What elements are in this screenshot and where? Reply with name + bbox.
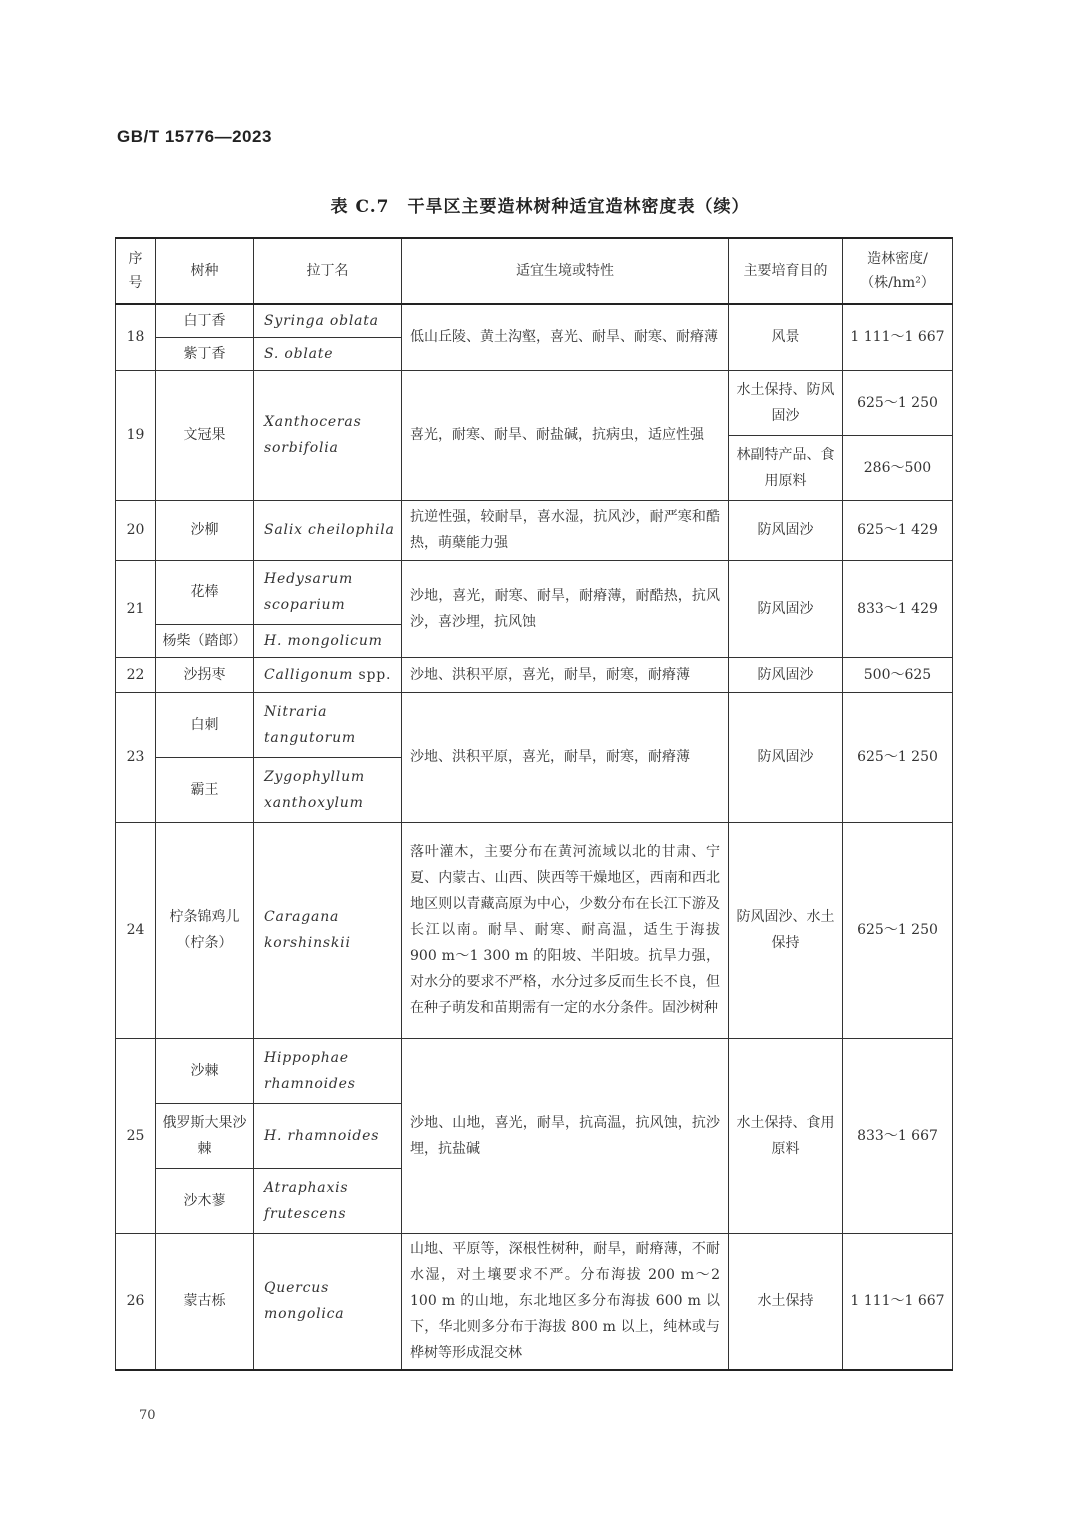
header-latin: 拉丁名 bbox=[254, 238, 402, 304]
table-row bbox=[116, 657, 953, 692]
habitat-cell: 落叶灌木，主要分布在黄河流域以北的甘肃、宁夏、内蒙古、山西、陕西等干燥地区，西南和西北地区则以青藏高原为中心，少数分布在长江下游及长江以南。耐旱、耐寒、耐高温，适生于海拔 900 m～1 300 m 的阳坡、半阳坡。抗旱力强，对水分的要求不严格，水分过多反而生长不良，但在种子萌发和苗期需有一定的水分条件。固沙树种 bbox=[402, 822, 729, 1038]
density-cell: 286～500 bbox=[843, 435, 953, 500]
habitat-cell: 低山丘陵、黄土沟壑，喜光、耐旱、耐寒、耐瘠薄 bbox=[402, 304, 729, 370]
latin-cell: Atraphaxis frutescens bbox=[254, 1168, 402, 1233]
table-row bbox=[116, 1233, 953, 1370]
row-no: 20 bbox=[116, 500, 156, 560]
density-cell: 833～1 429 bbox=[843, 560, 953, 657]
purpose-cell: 水土保持、食用原料 bbox=[729, 1038, 843, 1233]
latin-cell: H. mongolicum bbox=[254, 624, 402, 657]
table-title: 表 C.7 干旱区主要造林树种适宜造林密度表（续） bbox=[330, 197, 750, 217]
row-no: 24 bbox=[116, 822, 156, 1038]
purpose-cell: 防风固沙 bbox=[729, 657, 843, 692]
habitat-cell: 沙地，喜光，耐寒、耐旱，耐瘠薄，耐酷热，抗风沙，喜沙埋，抗风蚀 bbox=[402, 560, 729, 657]
species-cell: 沙棘 bbox=[156, 1038, 254, 1103]
density-cell: 625～1 250 bbox=[843, 370, 953, 435]
habitat-cell: 沙地、山地，喜光，耐旱，抗高温，抗风蚀，抗沙埋，抗盐碱 bbox=[402, 1038, 729, 1233]
density-cell: 500～625 bbox=[843, 657, 953, 692]
species-cell: 沙拐枣 bbox=[156, 657, 254, 692]
page-number: 70 bbox=[139, 1408, 156, 1423]
habitat-cell: 沙地、洪积平原，喜光，耐旱，耐寒，耐瘠薄 bbox=[402, 692, 729, 822]
row-no: 23 bbox=[116, 692, 156, 822]
species-cell: 花棒 bbox=[156, 560, 254, 624]
habitat-cell: 喜光，耐寒、耐旱、耐盐碱，抗病虫，适应性强 bbox=[402, 370, 729, 500]
table-row bbox=[116, 692, 953, 757]
purpose-cell: 水土保持 bbox=[729, 1233, 843, 1370]
row-no: 22 bbox=[116, 657, 156, 692]
purpose-cell: 防风固沙、水土保持 bbox=[729, 822, 843, 1038]
header-density: 造林密度/（株/hm²） bbox=[843, 238, 953, 304]
table-row bbox=[116, 500, 953, 560]
habitat-cell: 抗逆性强，较耐旱，喜水湿，抗风沙，耐严寒和酷热，萌蘖能力强 bbox=[402, 500, 729, 560]
latin-cell bbox=[254, 657, 402, 692]
purpose-cell: 风景 bbox=[729, 304, 843, 370]
header-species: 树种 bbox=[156, 238, 254, 304]
species-cell: 杨柴（踏郎） bbox=[156, 624, 254, 657]
species-cell: 沙柳 bbox=[156, 500, 254, 560]
species-cell: 白丁香 bbox=[156, 304, 254, 337]
latin-suffix: spp. bbox=[358, 666, 392, 683]
document-code: GB/T 15776—2023 bbox=[117, 127, 272, 146]
table-row bbox=[116, 370, 953, 435]
table-row bbox=[116, 1038, 953, 1103]
purpose-cell: 林副特产品、食用原料 bbox=[729, 435, 843, 500]
latin-cell: Hedysarum scoparium bbox=[254, 560, 402, 624]
species-cell: 蒙古栎 bbox=[156, 1233, 254, 1370]
row-no: 26 bbox=[116, 1233, 156, 1370]
species-cell: 文冠果 bbox=[156, 370, 254, 500]
latin-cell: Hippophae rhamnoides bbox=[254, 1038, 402, 1103]
row-no: 25 bbox=[116, 1038, 156, 1233]
purpose-cell: 防风固沙 bbox=[729, 692, 843, 822]
header-purpose: 主要培育目的 bbox=[729, 238, 843, 304]
species-cell: 紫丁香 bbox=[156, 337, 254, 370]
density-cell: 625～1 429 bbox=[843, 500, 953, 560]
row-no: 19 bbox=[116, 370, 156, 500]
latin-cell: H. rhamnoides bbox=[254, 1103, 402, 1168]
table-row bbox=[116, 304, 953, 337]
table-row bbox=[116, 822, 953, 1038]
latin-genus: Calligonum bbox=[264, 666, 354, 683]
habitat-cell: 沙地、洪积平原，喜光，耐旱，耐寒，耐瘠薄 bbox=[402, 657, 729, 692]
density-cell: 833～1 667 bbox=[843, 1038, 953, 1233]
species-cell: 柠条锦鸡儿（柠条） bbox=[156, 822, 254, 1038]
latin-cell: Quercus mongolica bbox=[254, 1233, 402, 1370]
purpose-cell: 防风固沙 bbox=[729, 560, 843, 657]
density-cell: 625～1 250 bbox=[843, 822, 953, 1038]
species-cell: 霸王 bbox=[156, 757, 254, 822]
purpose-cell: 防风固沙 bbox=[729, 500, 843, 560]
species-cell: 俄罗斯大果沙棘 bbox=[156, 1103, 254, 1168]
habitat-cell: 山地、平原等，深根性树种，耐旱，耐瘠薄，不耐水湿，对土壤要求不严。分布海拔 200 m～2 100 m 的山地，东北地区多分布海拔 600 m 以下，华北则多分布于海拔 800 m 以上，纯林或与桦树等形成混交林 bbox=[402, 1233, 729, 1370]
latin-cell: Syringa oblata bbox=[254, 304, 402, 337]
density-table bbox=[115, 237, 953, 1371]
density-cell: 1 111～1 667 bbox=[843, 304, 953, 370]
header-habitat: 适宜生境或特性 bbox=[402, 238, 729, 304]
header-no: 序号 bbox=[116, 238, 156, 304]
row-no: 21 bbox=[116, 560, 156, 657]
latin-cell: Caragana korshinskii bbox=[254, 822, 402, 1038]
table-row bbox=[116, 560, 953, 624]
purpose-cell: 水土保持、防风固沙 bbox=[729, 370, 843, 435]
species-cell: 白刺 bbox=[156, 692, 254, 757]
latin-cell: S. oblate bbox=[254, 337, 402, 370]
density-cell: 1 111～1 667 bbox=[843, 1233, 953, 1370]
species-cell: 沙木蓼 bbox=[156, 1168, 254, 1233]
table-header-row bbox=[116, 238, 953, 304]
latin-cell: Salix cheilophila bbox=[254, 500, 402, 560]
latin-cell: Zygophyllum xanthoxylum bbox=[254, 757, 402, 822]
latin-cell: Nitraria tangutorum bbox=[254, 692, 402, 757]
latin-cell: Xanthoceras sorbifolia bbox=[254, 370, 402, 500]
row-no: 18 bbox=[116, 304, 156, 370]
density-cell: 625～1 250 bbox=[843, 692, 953, 822]
